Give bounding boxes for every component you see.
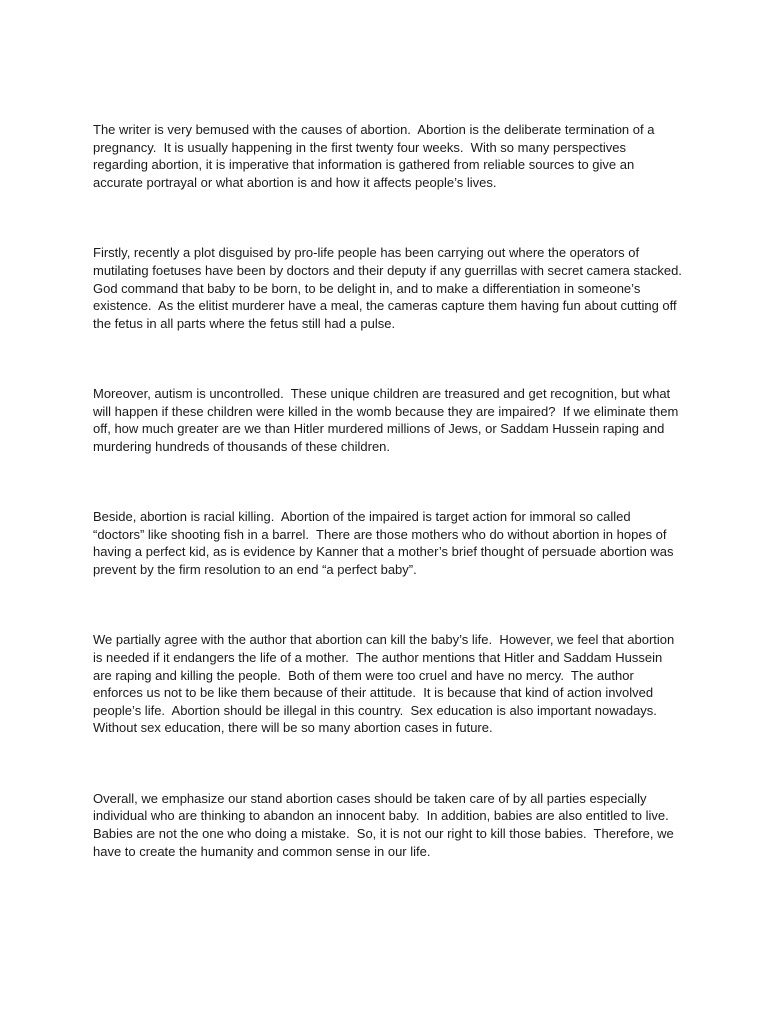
- document-body: [93, 86, 690, 895]
- paragraph-conclusion: Overall, we emphasize our stand abortion cases should be taken care of by all parties especially individual who are thinking to abandon an innocent baby. In addition, babies are also entitled to live. Babies are not the one who doing a mistake. So, it is not our right to kill those babies. Therefore, we have to create the humanity and common sense in our life.: [93, 790, 678, 859]
- paragraph-intro: The writer is very bemused with the causes of abortion. Abortion is the deliberate termination of a pregnancy. It is usually happening in the first twenty four weeks. With so many perspectives regarding abortion, it is imperative that information is gathered from reliable sources to give an accurate portrayal or what abortion is and how it affects people’s lives.: [93, 122, 659, 190]
- paragraph-agreement: We partially agree with the author that abortion can kill the baby’s life. However, we feel that abortion is needed if it endangers the life of a mother. The author mentions that Hitler and Saddam Hussein are raping and killing the people. Both of them were too cruel and have no mercy. The author enforces us not to be like them because of their attitude. It is because that kind of action involved people’s life. Abortion should be illegal in this country. Sex education is also important nowadays. Without sex education, there will be so many abortion cases in future.: [93, 632, 678, 736]
- paragraph-moreover: Moreover, autism is uncontrolled. These unique children are treasured and get recognition, but what will happen if these children were killed in the womb because they are impaired? If we eliminate them off, how much greater are we than Hitler murdered millions of Jews, or Saddam Hussein raping and murdering hundreds of thousands of these children.: [93, 386, 682, 454]
- paragraph-firstly: Firstly, recently a plot disguised by pro-life people has been carrying out where the operators of mutilating foetuses have been by doctors and their deputy if any guerrillas with secret camera stacked. God command that baby to be born, to be delight in, and to make a differentiation in someone’s existence. As the elitist murderer have a meal, the cameras capture them having fun about cutting off the fetus in all parts where the fetus still had a pulse.: [93, 245, 690, 331]
- paragraph-beside: Beside, abortion is racial killing. Abortion of the impaired is target action for immoral so called “doctors” like shooting fish in a barrel. There are those mothers who do without abortion in hopes of having a perfect kid, as is evidence by Kanner that a mother’s brief thought of persuade abortion was prevent by the firm resolution to an end “a perfect baby”.: [93, 509, 678, 578]
